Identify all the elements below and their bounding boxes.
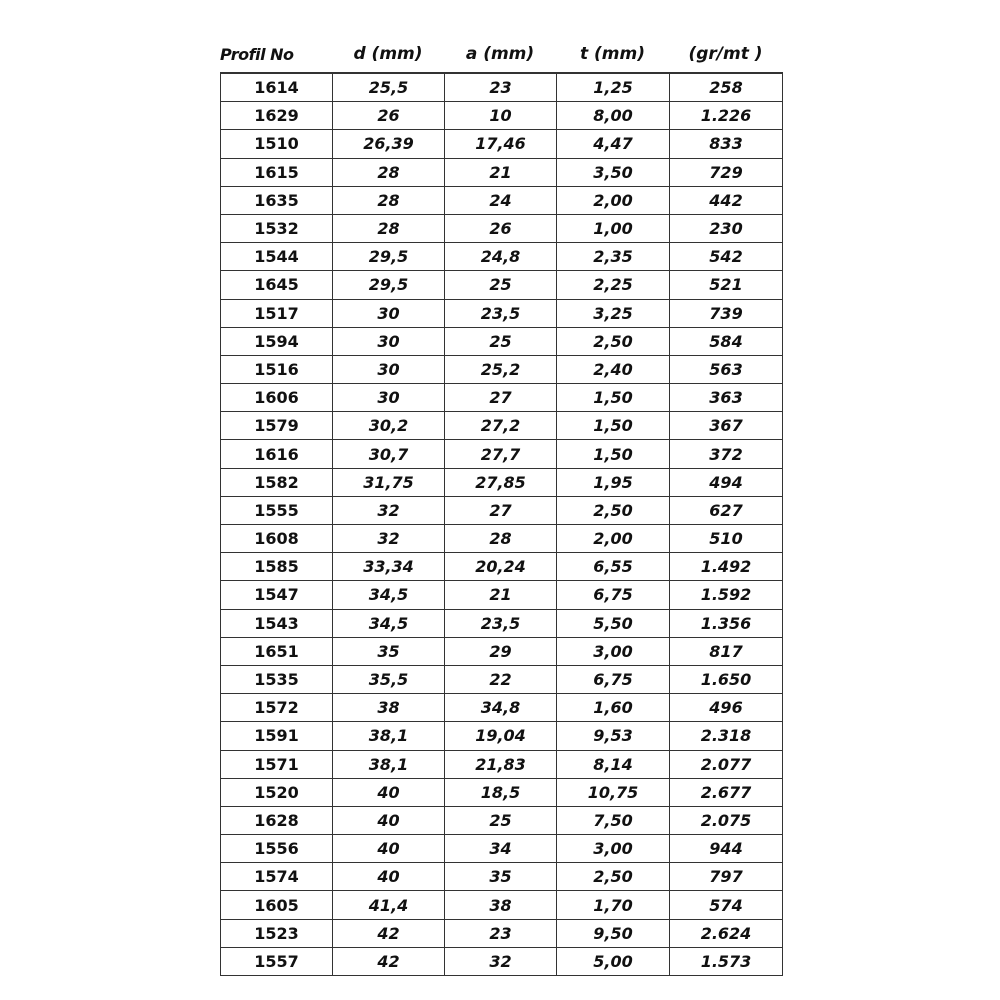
cell-profil-no: 1535: [221, 665, 333, 693]
cell-d-mm: 26: [333, 102, 445, 130]
cell-t-mm: 2,40: [557, 355, 670, 383]
cell-d-mm: 29,5: [333, 243, 445, 271]
table-row: [221, 863, 783, 891]
cell-weight: 1.650: [670, 665, 783, 693]
table-row: [221, 722, 783, 750]
cell-profil-no: 1523: [221, 919, 333, 947]
header-weight: (gr/mt ): [688, 44, 763, 64]
cell-profil-no: 1557: [221, 947, 333, 975]
cell-profil-no: 1544: [221, 243, 333, 271]
cell-t-mm: 2,50: [557, 863, 670, 891]
table-row: [221, 835, 783, 863]
cell-weight: 496: [670, 694, 783, 722]
cell-a-mm: 26: [445, 214, 557, 242]
cell-weight: 817: [670, 637, 783, 665]
cell-profil-no: 1574: [221, 863, 333, 891]
cell-weight: 797: [670, 863, 783, 891]
cell-a-mm: 17,46: [445, 130, 557, 158]
cell-weight: 367: [670, 412, 783, 440]
cell-a-mm: 27: [445, 496, 557, 524]
header-d-mm: d (mm): [353, 44, 423, 64]
cell-d-mm: 40: [333, 806, 445, 834]
cell-a-mm: 10: [445, 102, 557, 130]
cell-t-mm: 4,47: [557, 130, 670, 158]
cell-t-mm: 6,55: [557, 553, 670, 581]
cell-a-mm: 23: [445, 73, 557, 102]
cell-t-mm: 2,25: [557, 271, 670, 299]
cell-a-mm: 19,04: [445, 722, 557, 750]
table-row: [221, 214, 783, 242]
cell-d-mm: 32: [333, 496, 445, 524]
table-row: [221, 525, 783, 553]
cell-d-mm: 31,75: [333, 468, 445, 496]
table-body: [221, 73, 783, 976]
cell-profil-no: 1615: [221, 158, 333, 186]
cell-profil-no: 1651: [221, 637, 333, 665]
profile-data-table: [220, 72, 783, 976]
cell-d-mm: 38,1: [333, 722, 445, 750]
cell-t-mm: 8,14: [557, 750, 670, 778]
cell-weight: 510: [670, 525, 783, 553]
cell-t-mm: 5,00: [557, 947, 670, 975]
table-row: [221, 806, 783, 834]
table-row: [221, 750, 783, 778]
cell-a-mm: 28: [445, 525, 557, 553]
cell-profil-no: 1532: [221, 214, 333, 242]
cell-weight: 521: [670, 271, 783, 299]
cell-profil-no: 1645: [221, 271, 333, 299]
cell-a-mm: 35: [445, 863, 557, 891]
profile-table-sheet: [220, 36, 782, 976]
table-row: [221, 412, 783, 440]
cell-weight: 2.077: [670, 750, 783, 778]
table-row: [221, 158, 783, 186]
cell-d-mm: 34,5: [333, 609, 445, 637]
cell-a-mm: 27: [445, 384, 557, 412]
cell-t-mm: 2,50: [557, 496, 670, 524]
cell-t-mm: 2,00: [557, 525, 670, 553]
cell-t-mm: 1,50: [557, 384, 670, 412]
cell-d-mm: 34,5: [333, 581, 445, 609]
cell-a-mm: 20,24: [445, 553, 557, 581]
cell-t-mm: 3,00: [557, 835, 670, 863]
cell-profil-no: 1605: [221, 891, 333, 919]
table-row: [221, 778, 783, 806]
cell-profil-no: 1556: [221, 835, 333, 863]
cell-t-mm: 8,00: [557, 102, 670, 130]
cell-d-mm: 28: [333, 186, 445, 214]
cell-weight: 584: [670, 327, 783, 355]
table-header: [220, 36, 782, 72]
cell-profil-no: 1635: [221, 186, 333, 214]
table-row: [221, 694, 783, 722]
cell-t-mm: 2,35: [557, 243, 670, 271]
cell-a-mm: 22: [445, 665, 557, 693]
cell-a-mm: 29: [445, 637, 557, 665]
table-row: [221, 355, 783, 383]
cell-t-mm: 1,95: [557, 468, 670, 496]
cell-profil-no: 1629: [221, 102, 333, 130]
cell-weight: 627: [670, 496, 783, 524]
cell-t-mm: 1,50: [557, 412, 670, 440]
cell-a-mm: 25,2: [445, 355, 557, 383]
cell-a-mm: 18,5: [445, 778, 557, 806]
cell-t-mm: 1,25: [557, 73, 670, 102]
cell-weight: 833: [670, 130, 783, 158]
table-row: [221, 609, 783, 637]
cell-a-mm: 23: [445, 919, 557, 947]
table-row: [221, 243, 783, 271]
cell-a-mm: 24: [445, 186, 557, 214]
cell-weight: 494: [670, 468, 783, 496]
cell-d-mm: 42: [333, 947, 445, 975]
cell-t-mm: 6,75: [557, 581, 670, 609]
cell-profil-no: 1591: [221, 722, 333, 750]
cell-weight: 2.318: [670, 722, 783, 750]
cell-profil-no: 1628: [221, 806, 333, 834]
cell-profil-no: 1520: [221, 778, 333, 806]
cell-a-mm: 21: [445, 158, 557, 186]
cell-weight: 1.592: [670, 581, 783, 609]
cell-a-mm: 25: [445, 327, 557, 355]
cell-t-mm: 9,53: [557, 722, 670, 750]
cell-d-mm: 29,5: [333, 271, 445, 299]
cell-a-mm: 27,85: [445, 468, 557, 496]
cell-d-mm: 40: [333, 835, 445, 863]
cell-d-mm: 42: [333, 919, 445, 947]
cell-d-mm: 30: [333, 384, 445, 412]
cell-profil-no: 1543: [221, 609, 333, 637]
cell-weight: 2.677: [670, 778, 783, 806]
cell-profil-no: 1547: [221, 581, 333, 609]
cell-t-mm: 1,70: [557, 891, 670, 919]
cell-profil-no: 1516: [221, 355, 333, 383]
table-row: [221, 73, 783, 102]
cell-d-mm: 41,4: [333, 891, 445, 919]
cell-weight: 1.226: [670, 102, 783, 130]
cell-d-mm: 40: [333, 863, 445, 891]
cell-d-mm: 26,39: [333, 130, 445, 158]
cell-d-mm: 30: [333, 327, 445, 355]
cell-d-mm: 30,2: [333, 412, 445, 440]
cell-weight: 729: [670, 158, 783, 186]
cell-weight: 739: [670, 299, 783, 327]
cell-t-mm: 7,50: [557, 806, 670, 834]
cell-a-mm: 32: [445, 947, 557, 975]
cell-a-mm: 23,5: [445, 299, 557, 327]
cell-d-mm: 38,1: [333, 750, 445, 778]
cell-a-mm: 27,7: [445, 440, 557, 468]
table-row: [221, 271, 783, 299]
cell-profil-no: 1606: [221, 384, 333, 412]
cell-t-mm: 5,50: [557, 609, 670, 637]
cell-profil-no: 1571: [221, 750, 333, 778]
cell-t-mm: 2,00: [557, 186, 670, 214]
cell-weight: 574: [670, 891, 783, 919]
table-row: [221, 299, 783, 327]
header-t-mm: t (mm): [579, 44, 645, 64]
table-row: [221, 327, 783, 355]
table-row: [221, 468, 783, 496]
cell-d-mm: 30,7: [333, 440, 445, 468]
cell-d-mm: 35,5: [333, 665, 445, 693]
cell-a-mm: 25: [445, 806, 557, 834]
cell-profil-no: 1555: [221, 496, 333, 524]
cell-profil-no: 1594: [221, 327, 333, 355]
cell-a-mm: 38: [445, 891, 557, 919]
cell-weight: 1.356: [670, 609, 783, 637]
cell-a-mm: 34: [445, 835, 557, 863]
header-profil-no: Profil No: [220, 44, 294, 64]
cell-weight: 563: [670, 355, 783, 383]
cell-d-mm: 40: [333, 778, 445, 806]
cell-d-mm: 28: [333, 214, 445, 242]
cell-d-mm: 32: [333, 525, 445, 553]
cell-t-mm: 2,50: [557, 327, 670, 355]
table-row: [221, 581, 783, 609]
cell-t-mm: 3,50: [557, 158, 670, 186]
cell-weight: 1.492: [670, 553, 783, 581]
cell-t-mm: 3,25: [557, 299, 670, 327]
table-row: [221, 186, 783, 214]
cell-a-mm: 21,83: [445, 750, 557, 778]
table-row: [221, 947, 783, 975]
table-row: [221, 891, 783, 919]
cell-profil-no: 1608: [221, 525, 333, 553]
cell-profil-no: 1614: [221, 73, 333, 102]
cell-weight: 363: [670, 384, 783, 412]
cell-d-mm: 30: [333, 355, 445, 383]
cell-d-mm: 38: [333, 694, 445, 722]
cell-t-mm: 6,75: [557, 665, 670, 693]
table-row: [221, 553, 783, 581]
cell-weight: 944: [670, 835, 783, 863]
cell-weight: 542: [670, 243, 783, 271]
cell-a-mm: 23,5: [445, 609, 557, 637]
cell-profil-no: 1510: [221, 130, 333, 158]
cell-a-mm: 24,8: [445, 243, 557, 271]
table-row: [221, 384, 783, 412]
cell-weight: 2.075: [670, 806, 783, 834]
cell-t-mm: 1,60: [557, 694, 670, 722]
cell-weight: 1.573: [670, 947, 783, 975]
cell-t-mm: 1,00: [557, 214, 670, 242]
cell-weight: 258: [670, 73, 783, 102]
table-row: [221, 130, 783, 158]
cell-d-mm: 30: [333, 299, 445, 327]
cell-profil-no: 1572: [221, 694, 333, 722]
cell-profil-no: 1616: [221, 440, 333, 468]
cell-a-mm: 34,8: [445, 694, 557, 722]
cell-d-mm: 28: [333, 158, 445, 186]
cell-a-mm: 21: [445, 581, 557, 609]
table-row: [221, 637, 783, 665]
cell-a-mm: 25: [445, 271, 557, 299]
table-row: [221, 102, 783, 130]
table-row: [221, 440, 783, 468]
cell-a-mm: 27,2: [445, 412, 557, 440]
table-row: [221, 665, 783, 693]
cell-weight: 372: [670, 440, 783, 468]
cell-weight: 2.624: [670, 919, 783, 947]
cell-t-mm: 3,00: [557, 637, 670, 665]
cell-profil-no: 1517: [221, 299, 333, 327]
cell-t-mm: 1,50: [557, 440, 670, 468]
cell-weight: 230: [670, 214, 783, 242]
cell-d-mm: 25,5: [333, 73, 445, 102]
cell-d-mm: 33,34: [333, 553, 445, 581]
cell-profil-no: 1579: [221, 412, 333, 440]
cell-d-mm: 35: [333, 637, 445, 665]
table-row: [221, 919, 783, 947]
cell-weight: 442: [670, 186, 783, 214]
cell-profil-no: 1582: [221, 468, 333, 496]
cell-t-mm: 9,50: [557, 919, 670, 947]
cell-t-mm: 10,75: [557, 778, 670, 806]
header-a-mm: a (mm): [465, 44, 535, 64]
cell-profil-no: 1585: [221, 553, 333, 581]
table-row: [221, 496, 783, 524]
